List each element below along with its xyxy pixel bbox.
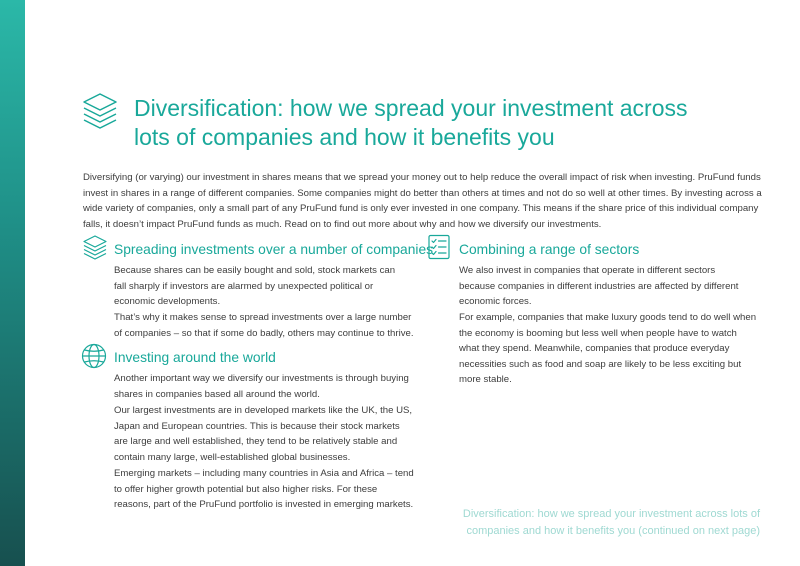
section-title-spreading: Spreading investments over a number of companies (114, 242, 434, 257)
intro-paragraph: Diversifying (or varying) our investment in shares means that we spread your money out to help reduce the overall impact of risk when investing. PruFund funds invest in shares in a range of different companies. Some companies might do better than others at times and not do so well at other times. By investing across a wide variety of companies, only a small part of any PruFund fund is only ever invested in one company. This means if the share price of this individual company falls, it doesn’t impact PruFund funds as much. Read on to find out more about why and how we diversify our investments. (83, 172, 762, 230)
checklist-icon (427, 234, 453, 260)
section-title-world: Investing around the world (114, 350, 276, 365)
world-paragraph-3: Emerging markets – including many countries in Asia and Africa – tend to offer higher growth potential but also higher risks. For these reasons, part of the PruFund portfolio is invested in emerging markets. (114, 468, 414, 510)
page-title: Diversification: how we spread your investment across lots of companies and how it benefits you (134, 95, 688, 150)
sectors-paragraph-2: For example, companies that make luxury goods tend to do well when the economy is booming but less well when people have to watch what they spend. Meanwhile, companies that produce everyday necessities such as food and soap are likely to be less exciting but more stable. (459, 312, 757, 385)
world-paragraph-1: Another important way we diversify our investments is through buying shares in companies based all around the world. (114, 373, 409, 400)
layers-icon (80, 90, 120, 130)
globe-icon (81, 343, 107, 369)
continued-note: Diversification: how we spread your investment across lots of companies and how it benefits you (continued on next page) (462, 508, 760, 537)
layers-icon (82, 234, 108, 260)
spreading-paragraph-1: Because shares can be easily bought and sold, stock markets can fall sharply if investors are alarmed by unexpected political or economic developments. (114, 265, 396, 307)
spreading-paragraph-2: That’s why it makes sense to spread investments over a large number of companies – so that if some do badly, others may continue to thrive. (114, 312, 414, 339)
sectors-paragraph-1: We also invest in companies that operate in different sectors because companies in different industries are affected by different economic forces. (459, 265, 739, 307)
world-paragraph-2: Our largest investments are in developed markets like the UK, the US, Japan and European countries. This is because their stock markets are large and well established, they tend to be relatively stable and contain many large, well-established global businesses. (114, 405, 413, 463)
side-accent-bar (0, 0, 25, 566)
section-title-sectors: Combining a range of sectors (459, 242, 640, 257)
